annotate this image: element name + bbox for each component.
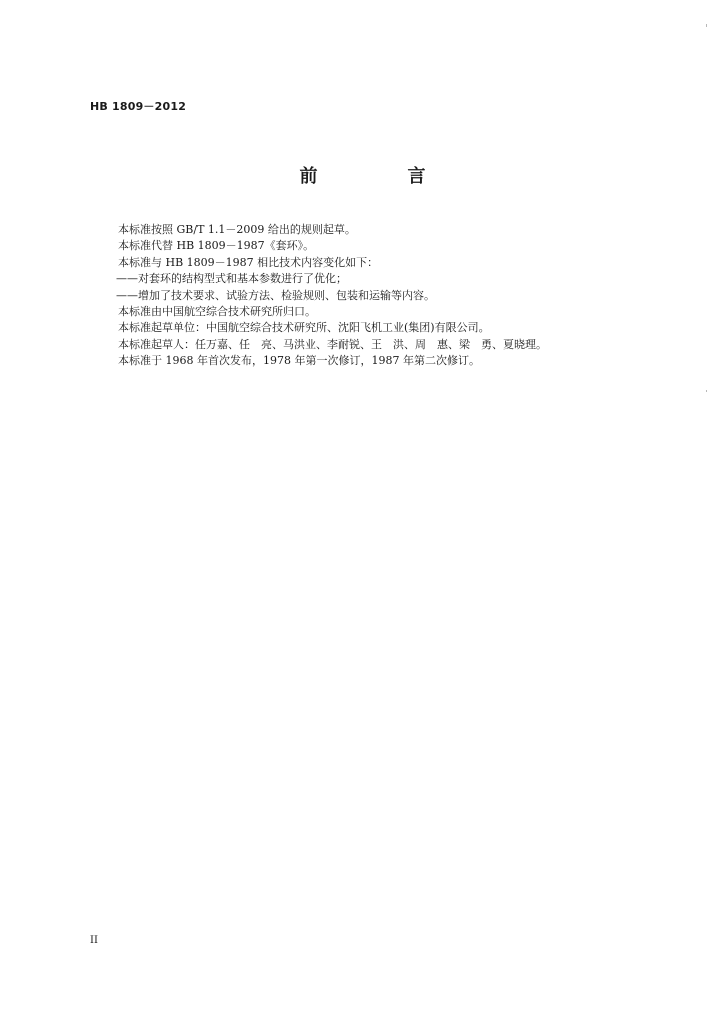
- paragraph-drafters: 本标准起草人：任万嘉、任 亮、马洪业、李耐锐、王 洪、周 惠、梁 勇、夏晓理。: [118, 337, 547, 351]
- scan-speck-top-right: [706, 24, 707, 27]
- paragraph-drafting-units: 本标准起草单位：中国航空综合技术研究所、沈阳飞机工业(集团)有限公司。: [118, 321, 490, 335]
- paragraph-changes-intro: 本标准与 HB 1809－1987 相比技术内容变化如下：: [118, 255, 379, 269]
- foreword-body: [118, 222, 678, 370]
- standard-code-header: HB 1809－2012: [90, 100, 187, 113]
- paragraph-drafting-rules: 本标准按照 GB/T 1.1－2009 给出的规则起草。: [118, 223, 356, 236]
- scan-speck-right: [706, 390, 707, 392]
- page-title: 前 言: [299, 166, 462, 187]
- paragraph-replaces: 本标准代替 HB 1809－1987《套环》。: [118, 239, 315, 253]
- paragraph-change-item-1: ——对套环的结构型式和基本参数进行了优化；: [116, 272, 347, 286]
- paragraph-history: 本标准于 1968 年首次发布，1978 年第一次修订，1987 年第二次修订。: [118, 354, 480, 368]
- page-number: II: [90, 935, 98, 946]
- paragraph-administered-by: 本标准由中国航空综合技术研究所归口。: [118, 305, 316, 319]
- paragraph-change-item-2: ——增加了技术要求、试验方法、检验规则、包装和运输等内容。: [116, 288, 435, 302]
